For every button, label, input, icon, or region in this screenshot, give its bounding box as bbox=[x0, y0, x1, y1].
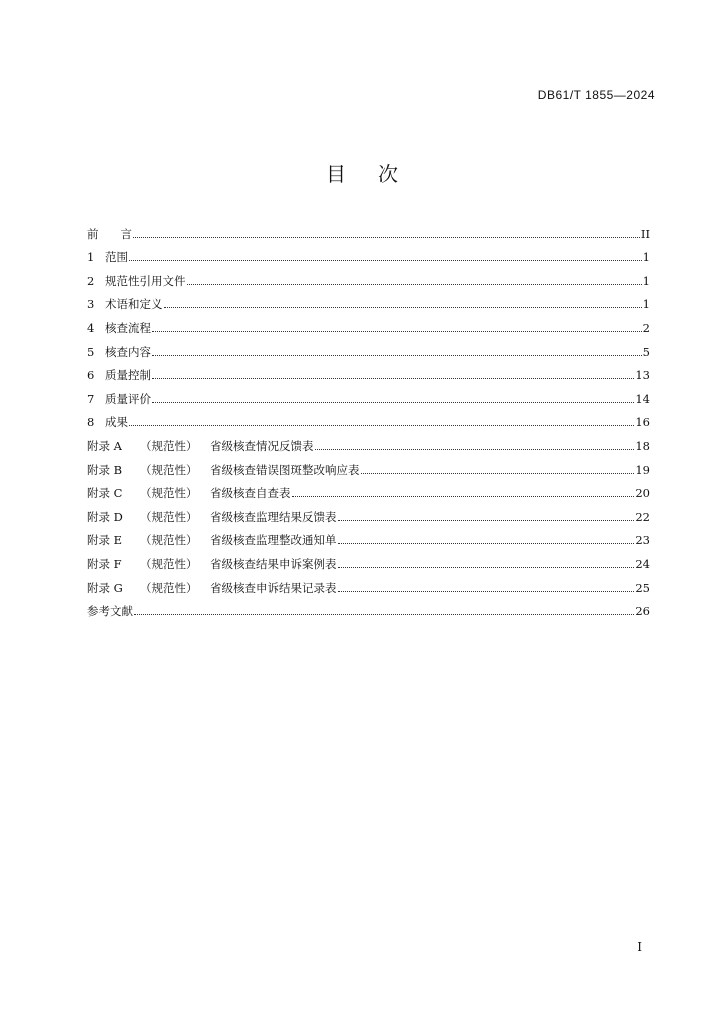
appendix-kind: （规范性） bbox=[140, 486, 198, 501]
toc-entry-label: 成果 bbox=[105, 415, 128, 430]
appendix-label: 省级核查错误图斑整改响应表 bbox=[210, 462, 360, 477]
appendix-id: 附录 G bbox=[87, 580, 123, 595]
appendix-label: 省级核查情况反馈表 bbox=[210, 438, 314, 453]
toc-entry-label: 规范性引用文件 bbox=[105, 273, 186, 288]
appendix-kind: （规范性） bbox=[140, 509, 198, 524]
dot-leader bbox=[338, 532, 635, 548]
toc-entry-number: 4 bbox=[87, 320, 95, 335]
toc-appendix-entry[interactable] bbox=[87, 548, 650, 572]
toc-entry-page: 1 bbox=[642, 250, 650, 265]
dot-leader bbox=[129, 249, 642, 265]
toc-entry-references[interactable] bbox=[87, 596, 650, 620]
toc-appendix-entry[interactable] bbox=[87, 501, 650, 525]
appendix-kind: （规范性） bbox=[140, 533, 198, 548]
appendix-id: 附录 C bbox=[87, 486, 123, 501]
appendix-id: 附录 F bbox=[87, 556, 122, 571]
dot-leader bbox=[133, 226, 640, 242]
appendix-id: 附录 B bbox=[87, 462, 123, 477]
toc-entry-page: 5 bbox=[642, 344, 650, 359]
page-number: I bbox=[637, 940, 642, 954]
dot-leader bbox=[292, 485, 635, 501]
toc-appendix-entry[interactable] bbox=[87, 478, 650, 502]
toc-entry-number: 5 bbox=[87, 344, 95, 359]
toc-entry[interactable] bbox=[87, 407, 650, 431]
toc-appendix-entry[interactable] bbox=[87, 454, 650, 478]
toc-entry-label: 术语和定义 bbox=[105, 297, 163, 312]
toc-entry-page: 26 bbox=[635, 604, 650, 619]
dot-leader bbox=[187, 273, 642, 289]
toc-entry[interactable] bbox=[87, 289, 650, 313]
toc-entry[interactable] bbox=[87, 383, 650, 407]
dot-leader bbox=[338, 556, 635, 572]
appendix-id: 附录 E bbox=[87, 533, 123, 548]
toc-entry[interactable] bbox=[87, 312, 650, 336]
toc-appendix-entry[interactable] bbox=[87, 430, 650, 454]
toc-entry-page: 16 bbox=[635, 415, 650, 430]
toc-entry-label: 参考文献 bbox=[87, 604, 133, 619]
toc-entry-label: 核查流程 bbox=[105, 320, 151, 335]
toc-entry-label: 核查内容 bbox=[105, 344, 151, 359]
toc-entry-page: 20 bbox=[635, 486, 650, 501]
dot-leader bbox=[164, 296, 642, 312]
toc-entry-number: 7 bbox=[87, 391, 95, 406]
dot-leader bbox=[152, 320, 642, 336]
appendix-kind: （规范性） bbox=[140, 438, 198, 453]
appendix-label: 省级核查结果申诉案例表 bbox=[210, 556, 337, 571]
toc-entry-page: 1 bbox=[642, 273, 650, 288]
dot-leader bbox=[152, 391, 634, 407]
appendix-id: 附录 D bbox=[87, 509, 123, 524]
toc-entry-number: 2 bbox=[87, 273, 95, 288]
toc-entry[interactable] bbox=[87, 336, 650, 360]
toc-entry-number: 3 bbox=[87, 297, 95, 312]
dot-leader bbox=[361, 462, 635, 478]
toc-entry-page: 22 bbox=[635, 509, 650, 524]
toc-appendix-entry[interactable] bbox=[87, 525, 650, 549]
appendix-kind: （规范性） bbox=[140, 462, 198, 477]
toc-entry-foreword[interactable] bbox=[87, 218, 650, 242]
toc-title: 目次 bbox=[326, 162, 430, 186]
dot-leader bbox=[134, 603, 634, 619]
appendix-label: 省级核查监理整改通知单 bbox=[210, 533, 337, 548]
toc-entry[interactable] bbox=[87, 360, 650, 384]
toc-entry-label: 范围 bbox=[105, 250, 128, 265]
toc-entry-number: 8 bbox=[87, 415, 95, 430]
toc-entry-label: 质量控制 bbox=[105, 368, 151, 383]
toc-entry-page: 2 bbox=[642, 320, 650, 335]
table-of-contents bbox=[87, 218, 650, 619]
dot-leader bbox=[338, 509, 635, 525]
dot-leader bbox=[338, 580, 635, 596]
toc-appendix-entry[interactable] bbox=[87, 572, 650, 596]
appendix-id: 附录 A bbox=[87, 438, 122, 453]
appendix-kind: （规范性） bbox=[140, 580, 198, 595]
dot-leader bbox=[152, 367, 634, 383]
appendix-label: 省级核查自查表 bbox=[210, 486, 291, 501]
appendix-kind: （规范性） bbox=[140, 556, 198, 571]
appendix-label: 省级核查申诉结果记录表 bbox=[210, 580, 337, 595]
toc-entry-page: 14 bbox=[635, 391, 650, 406]
toc-entry-page: 24 bbox=[635, 556, 650, 571]
toc-entry-page: 13 bbox=[635, 368, 650, 383]
appendix-label: 省级核查监理结果反馈表 bbox=[210, 509, 337, 524]
toc-entry-page: 19 bbox=[635, 462, 650, 477]
toc-entry-page: 1 bbox=[642, 297, 650, 312]
toc-entry-number: 1 bbox=[87, 250, 95, 265]
dot-leader bbox=[315, 438, 635, 454]
toc-entry[interactable] bbox=[87, 242, 650, 266]
toc-entry-page: II bbox=[640, 226, 650, 241]
toc-entry-label: 质量评价 bbox=[105, 391, 151, 406]
toc-entry-page: 18 bbox=[635, 438, 650, 453]
toc-entry-page: 25 bbox=[635, 580, 650, 595]
dot-leader bbox=[129, 414, 634, 430]
toc-entry-label: 前 言 bbox=[87, 226, 132, 241]
toc-entry-number: 6 bbox=[87, 368, 95, 383]
dot-leader bbox=[152, 344, 642, 360]
toc-entry[interactable] bbox=[87, 265, 650, 289]
document-code: DB61/T 1855—2024 bbox=[537, 88, 655, 102]
toc-entry-page: 23 bbox=[635, 533, 650, 548]
